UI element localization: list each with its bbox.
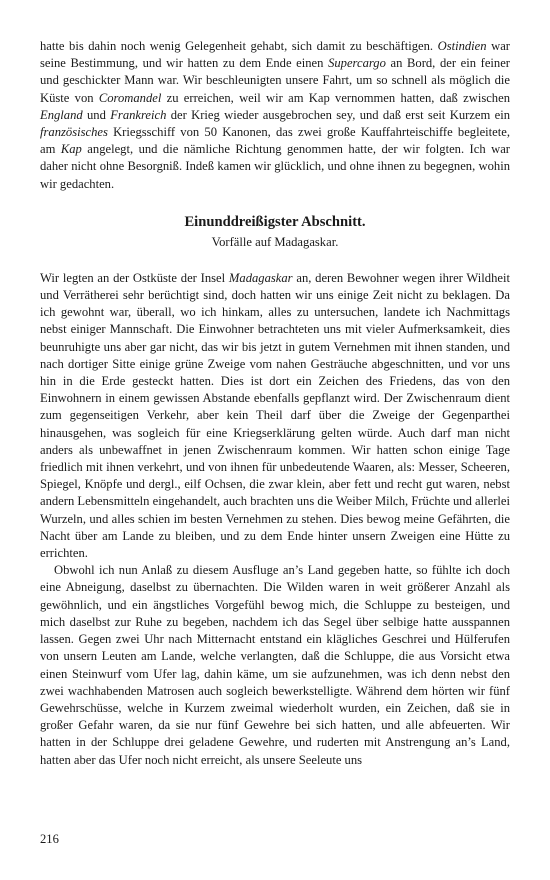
body-paragraph-1: Wir legten an der Ostküste der Insel Madagaskar an, deren Bewohner wegen ihrer Wildheit und Verrätherei sehr berüchtigt sind, doch hatten wir uns einige Zeit nicht zu beklagen. Da ich gewohnt war, überall, wo ich hinkam, alles zu untersuchen, landete ich Nachmittags nebst einiger Mannschaft. Die Einwohner betrachteten uns mit vieler Aufmerksamkeit, dies beunruhigte uns aber gar nicht, das wir bis jetzt in gutem Vernehmen mit ihnen standen, und nach dortiger Sitte einige grüne Zweige vom nahen Gesträuche abgeschnitten, und vor uns hin in die Erde gesteckt hatten. Dies ist dort ein Zeichen des Friedens, das von den Einwohnern in einem gewissen Abstande ebenfalls gepflanzt wird. Der Zwischenraum dient zum gegenseitigen Verkehr, aber kein Theil darf über die Zweige der Gegenparthei hinausgehen, was sogleich für eine Kriegserklärung gelten würde. Auch darf man nicht anders als unbewaffnet in jenen Zwischenraum kommen. Wir hatten schon einige Tage friedlich mit ihnen verkehrt, und von ihnen für unbedeutende Waaren, als: Messer, Scheeren, Spiegel, Knöpfe und dergl., eilf Ochsen, die zwar klein, aber fett und recht gut waren, nebst andern Lebensmitteln eingehandelt, auch brachten uns die Weiber Milch, Früchte und allerlei Wurzeln, und alles schien im besten Vernehmen zu stehen. Dies bewog meine Gefährten, die Nacht über am Lande zu bleiben, und zu dem Ende hinter unsern Zweigen eine Hütte zu errichten.	[40, 270, 510, 561]
italic-term: Madagaskar	[228, 270, 293, 285]
italic-term: Kap	[60, 142, 82, 157]
chapter-subtitle: Vorfälle auf Madagaskar.	[211, 234, 339, 249]
body-paragraph-2: Obwohl ich nun Anlaß zu diesem Ausfluge an’s Land gegeben hatte, so fühlte ich doch eine Abneigung, daselbst zu übernachten. Die Wilden waren in weit größerer Anzahl als gewöhnlich, und ein ängstliches Vorgefühl bewog mich, die Schluppe zu besteigen, und mich daselbst zur Ruhe zu begeben, nachdem ich das Segel über selbige hatte ausspannen lassen. Gegen zwei Uhr nach Mitternacht entstand ein klägliches Geschrei und Hülferufen von unsern Leuten am Lande, welche verlangten, daß die Schluppe, die aus Vorsicht etwa einen Steinwurf vom Ufer lag, dahin käme, um sie aufzunehmen, was ich denn nebst den zwei wachhabenden Matrosen auch sogleich bewerkstelligte. Während dem hörten wir fünf Gewehrschüsse, welche in Kurzem zweimal wiederholt wurden, ein Zeichen, daß sie in großer Gefahr waren, da sie nur fünf Gewehre bei sich hatten, und alle abfeuerten. Wir hatten in der Schluppe drei geladene Gewehre, und ruderten mit Anstrengung an’s Land, hatten aber das Ufer noch nicht erreicht, als unsere Seeleute uns	[40, 563, 510, 767]
italic-term: Supercargo	[328, 56, 386, 71]
italic-term: Frankreich	[110, 107, 167, 122]
italic-term: England	[40, 107, 83, 122]
page-number: 216	[40, 832, 59, 846]
italic-term: Ostindien	[437, 39, 487, 53]
intro-paragraph: hatte bis dahin noch wenig Gelegenheit gehabt, sich damit zu beschäftigen. Ostindien war seine Bestimmung, und wir hatten zu dem Ende einen Supercargo an Bord, der ein feiner und geschickter Mann war. Wir beschleunigten unsere Fahrt, um so schnell als möglich die Küste von Coromandel zu erreichen, weil wir am Kap vernommen hatten, daß zwischen England und Frankreich der Krieg wieder ausgebrochen sey, und daß erst seit Kurzem ein französisches Kriegsschiff von 50 Kanonen, das zwei große Kauffahrteischiffe begleitete, am Kap angelegt, und die nämliche Richtung genommen hatte, der wir folgten. Ich war daher nicht ohne Besorgniß. Indeß kamen wir glücklich, und ohne ihnen zu begegnen, wohin wir gedachten.	[40, 39, 510, 191]
italic-term: französisches	[40, 125, 108, 140]
chapter-title: Einunddreißigster Abschnitt.	[184, 213, 366, 230]
book-page	[40, 38, 510, 769]
italic-term: Coromandel	[98, 90, 162, 105]
